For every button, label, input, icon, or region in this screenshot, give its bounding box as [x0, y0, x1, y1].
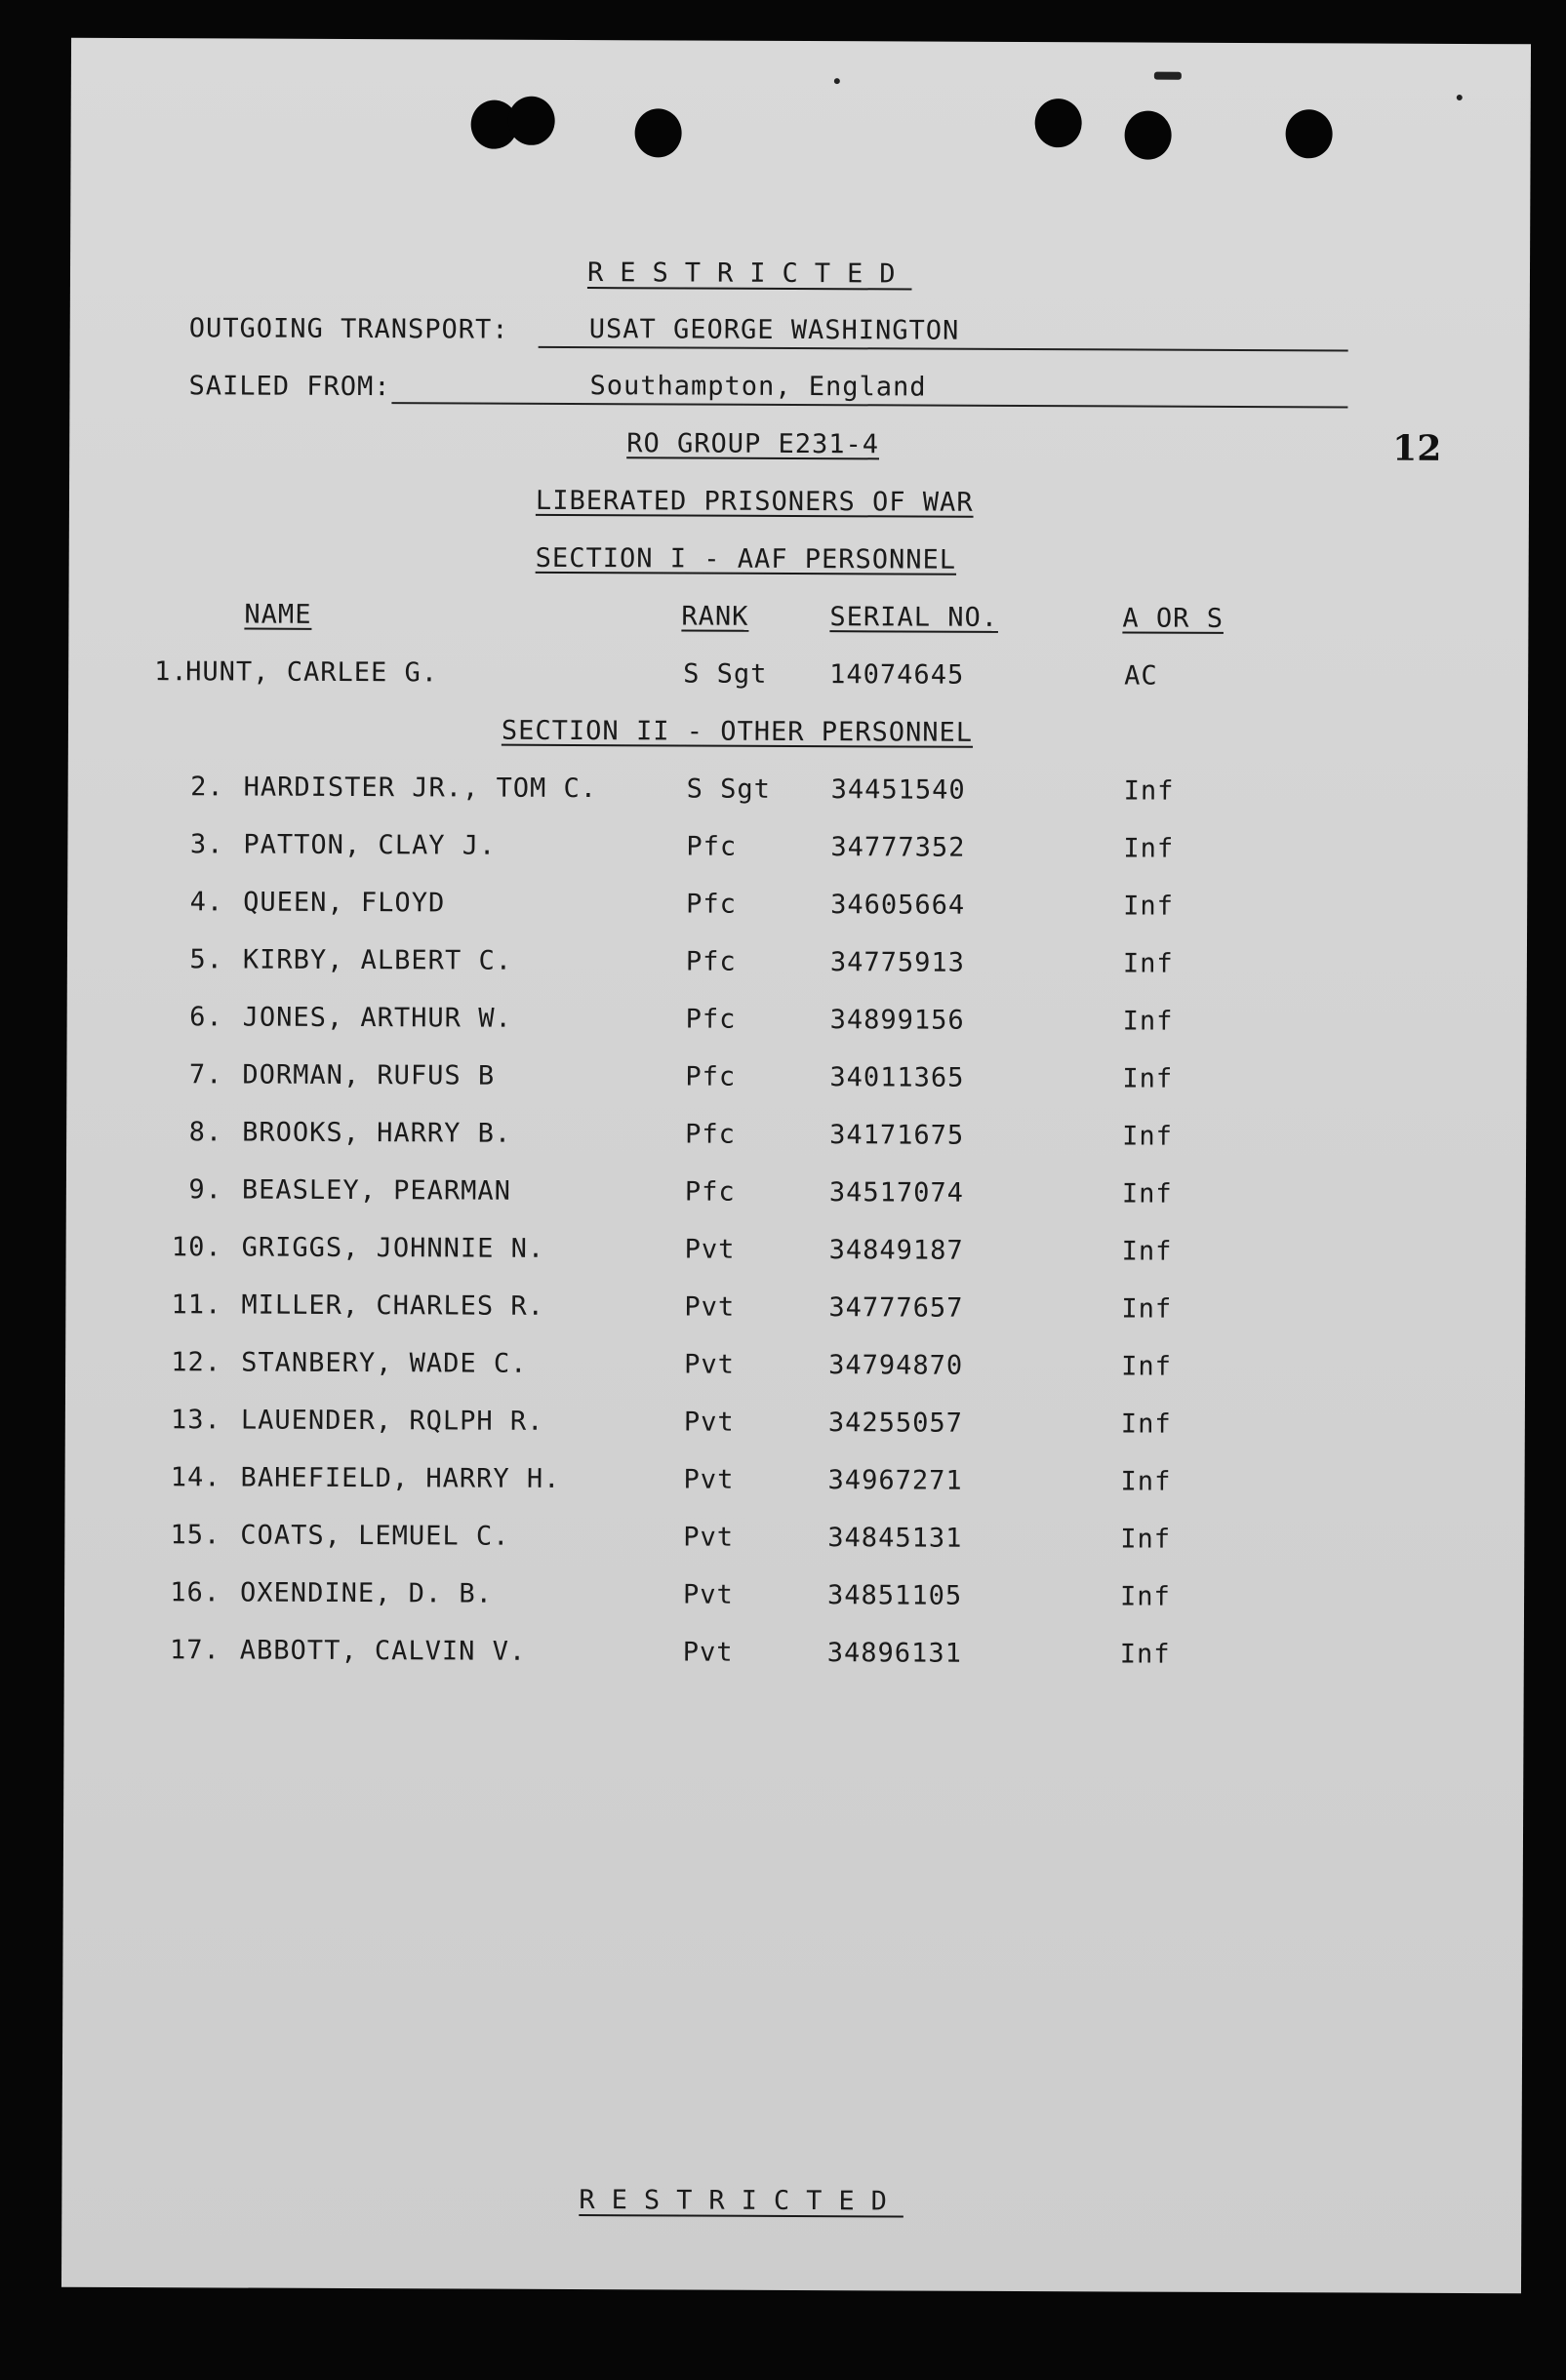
row-serial: 34777657 [828, 1292, 964, 1324]
row-branch: Inf [1123, 833, 1175, 864]
row-name: OXENDINE, D. B. [240, 1577, 493, 1609]
punch-hole [1125, 110, 1172, 159]
section2-heading: SECTION II - OTHER PERSONNEL [501, 715, 974, 748]
row-branch: AC [1124, 660, 1158, 692]
row-serial: 34899156 [829, 1005, 965, 1036]
row-branch: Inf [1121, 1351, 1172, 1382]
row-rank: Pfc [686, 831, 738, 862]
row-branch: Inf [1123, 775, 1175, 807]
sailed-label: SAILED FROM: [188, 371, 391, 403]
column-header-rank: RANK [681, 601, 749, 632]
row-rank: Pvt [684, 1291, 736, 1323]
row-number: 1. [154, 656, 188, 688]
row-number: 5. [189, 944, 223, 975]
row-rank: Pfc [685, 946, 737, 977]
row-name: KIRBY, ALBERT C. [242, 944, 513, 976]
transport-label: OUTGOING TRANSPORT: [188, 313, 509, 345]
row-rank: Pvt [683, 1407, 735, 1438]
row-name: JONES, ARTHUR W. [242, 1002, 512, 1034]
row-serial: 34849187 [828, 1235, 964, 1266]
row-serial: 14074645 [829, 659, 965, 691]
row-name: DORMAN, RUFUS B [242, 1059, 496, 1091]
row-number: 9. [188, 1174, 222, 1206]
row-branch: Inf [1121, 1178, 1173, 1210]
row-serial: 34517074 [828, 1177, 964, 1209]
section1-heading: SECTION I - AAF PERSONNEL [535, 542, 957, 575]
row-name: GRIGGS, JOHNNIE N. [241, 1232, 545, 1264]
row-number: 10. [171, 1232, 222, 1263]
row-rank: S Sgt [683, 658, 768, 690]
sailed-value: Southampton, England [589, 371, 927, 403]
row-serial: 34775913 [829, 947, 966, 978]
row-rank: Pvt [683, 1579, 734, 1610]
row-rank: Pvt [682, 1637, 734, 1668]
row-number: 11. [171, 1289, 222, 1321]
speck-mark [1154, 72, 1182, 80]
row-number: 12. [171, 1347, 222, 1378]
page-number: 12 [1392, 427, 1442, 469]
subtitle: LIBERATED PRISONERS OF WAR [535, 485, 974, 518]
row-branch: Inf [1121, 1236, 1173, 1267]
row-name: BAHEFIELD, HARRY H. [240, 1462, 561, 1494]
row-serial: 34896131 [826, 1638, 962, 1669]
row-rank: Pvt [684, 1234, 736, 1265]
row-serial: 34967271 [827, 1465, 963, 1496]
row-serial: 34851105 [827, 1580, 963, 1611]
group-label: RO GROUP E231-4 [626, 428, 880, 460]
column-header-serial: SERIAL NO. [829, 602, 999, 633]
row-rank: Pvt [683, 1464, 735, 1495]
row-name: QUEEN, FLOYD [243, 887, 446, 919]
row-name: STANBERY, WADE C. [241, 1347, 528, 1379]
document-page [61, 38, 1531, 2294]
row-rank: Pfc [684, 1176, 736, 1208]
row-branch: Inf [1121, 1293, 1173, 1325]
row-rank: Pfc [685, 1119, 736, 1150]
row-rank: Pfc [686, 889, 738, 920]
row-name: LAUENDER, RQLPH R. [240, 1405, 544, 1437]
row-rank: Pfc [685, 1004, 737, 1035]
row-branch: Inf [1120, 1466, 1172, 1497]
row-number: 8. [188, 1117, 223, 1148]
row-number: 15. [170, 1520, 221, 1551]
transport-value: USAT GEORGE WASHINGTON [588, 314, 960, 346]
restricted-header: RESTRICTED [586, 258, 912, 290]
row-number: 14. [170, 1462, 221, 1493]
row-branch: Inf [1122, 1063, 1174, 1094]
row-serial: 34255057 [827, 1408, 963, 1439]
row-number: 17. [169, 1635, 221, 1666]
row-serial: 34794870 [828, 1350, 964, 1381]
punch-hole [1286, 109, 1333, 158]
row-branch: Inf [1122, 1121, 1173, 1152]
row-name: HARDISTER JR., TOM C. [243, 772, 598, 805]
row-rank: S Sgt [686, 774, 772, 805]
row-branch: Inf [1122, 1006, 1174, 1037]
row-branch: Inf [1123, 891, 1175, 922]
row-name: PATTON, CLAY J. [243, 829, 497, 861]
row-serial: 34171675 [829, 1120, 965, 1151]
row-branch: Inf [1120, 1581, 1171, 1612]
row-serial: 34605664 [830, 890, 966, 921]
row-branch: Inf [1120, 1408, 1172, 1440]
column-header-branch: A OR S [1122, 603, 1225, 634]
row-branch: Inf [1120, 1524, 1172, 1555]
row-number: 3. [189, 829, 224, 860]
restricted-footer: RESTRICTED [579, 2185, 903, 2217]
row-number: 13. [171, 1405, 221, 1436]
row-rank: Pvt [683, 1522, 735, 1553]
row-name: MILLER, CHARLES R. [241, 1289, 545, 1322]
speck-mark [834, 78, 840, 84]
row-name: BROOKS, HARRY B. [242, 1117, 512, 1149]
row-number: 2. [190, 772, 224, 803]
row-number: 16. [170, 1577, 221, 1608]
row-serial: 34845131 [827, 1523, 963, 1554]
punch-hole [635, 108, 682, 157]
row-name: ABBOTT, CALVIN V. [239, 1635, 527, 1667]
row-name: COATS, LEMUEL C. [240, 1520, 510, 1552]
row-serial: 34451540 [830, 774, 966, 806]
row-number: 7. [188, 1059, 223, 1091]
punch-hole [1035, 99, 1082, 147]
row-rank: Pfc [685, 1061, 737, 1092]
row-number: 6. [189, 1002, 223, 1033]
column-header-name: NAME [244, 599, 312, 630]
row-serial: 34011365 [829, 1062, 965, 1093]
row-number: 4. [189, 887, 224, 918]
speck-mark [1457, 95, 1463, 100]
row-serial: 34777352 [830, 832, 966, 863]
punch-hole [508, 97, 555, 145]
row-branch: Inf [1122, 948, 1174, 979]
row-name: BEASLEY, PEARMAN [241, 1174, 512, 1207]
row-branch: Inf [1119, 1639, 1171, 1670]
row-rank: Pvt [684, 1349, 735, 1380]
row-name: HUNT, CARLEE G. [185, 656, 439, 689]
